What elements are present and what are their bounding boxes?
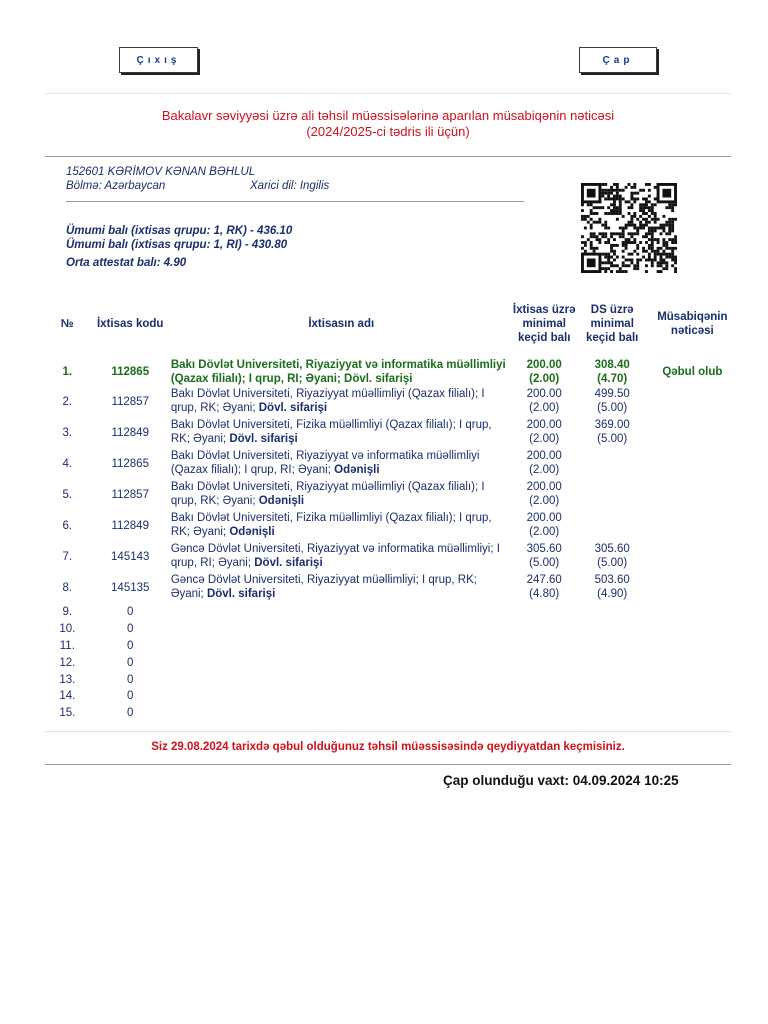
person-info bbox=[66, 165, 329, 193]
row-min-sub: (2.00) bbox=[529, 495, 560, 507]
row-ds-sub: (4.70) bbox=[597, 373, 628, 385]
table-row-empty bbox=[45, 688, 737, 705]
notice-divider-top bbox=[45, 731, 731, 732]
row-min-sub: (2.00) bbox=[529, 433, 560, 445]
row-min-score bbox=[512, 387, 577, 418]
registration-notice: Siz 29.08.2024 tarixdə qəbul olduğunuz təhsil müəssisəsində qeydiyyatdan keçmisiniz. bbox=[151, 741, 625, 753]
row-no: 14. bbox=[59, 690, 76, 703]
table-row-empty bbox=[45, 654, 737, 671]
person-id-name: 152601 KƏRİMOV KƏNAN BƏHLUL bbox=[66, 166, 256, 178]
row-code: 0 bbox=[127, 690, 134, 703]
row-no: 2. bbox=[62, 396, 73, 408]
row-min-sub: (2.00) bbox=[529, 402, 560, 414]
row-result bbox=[648, 511, 737, 542]
row-no: 12. bbox=[59, 656, 76, 669]
person-info-divider bbox=[66, 201, 524, 202]
row-ds-score bbox=[577, 449, 648, 480]
person-section: Bölmə: Azərbaycan bbox=[66, 180, 166, 192]
row-no: 15. bbox=[59, 707, 76, 720]
table-row-empty bbox=[45, 604, 737, 621]
row-code: 145143 bbox=[111, 551, 150, 563]
table-row bbox=[45, 355, 737, 387]
row-code: 0 bbox=[127, 707, 134, 720]
row-min-value: 200.00 bbox=[526, 450, 562, 462]
header-result: Müsabiqənin nəticəsi bbox=[657, 311, 728, 337]
row-no: 7. bbox=[62, 551, 73, 563]
row-code: 0 bbox=[127, 673, 134, 686]
title-line-2: (2024/2025-ci tədris ili üçün) bbox=[306, 124, 470, 139]
printed-at: Çap olunduğu vaxt: 04.09.2024 10:25 bbox=[443, 773, 679, 788]
row-result bbox=[648, 573, 737, 604]
row-min-sub: (2.00) bbox=[529, 526, 560, 538]
row-min-value: 200.00 bbox=[526, 419, 562, 431]
total-score-ri: Ümumi balı (ixtisas qrupu: 1, RI) - 430.80 bbox=[66, 239, 288, 251]
row-no: 9. bbox=[62, 606, 73, 619]
table-row bbox=[45, 449, 737, 480]
row-funding: Dövl. sifarişi bbox=[344, 373, 413, 385]
row-ds-score bbox=[577, 387, 648, 418]
row-ds-sub: (4.90) bbox=[597, 588, 628, 600]
row-no: 13. bbox=[59, 673, 76, 686]
row-ds-value: 369.00 bbox=[594, 419, 630, 431]
header-divider bbox=[45, 156, 731, 157]
row-funding: Odənişli bbox=[258, 495, 305, 507]
row-code: 0 bbox=[127, 639, 134, 652]
header-no: № bbox=[60, 318, 74, 330]
row-min-sub: (5.00) bbox=[529, 557, 560, 569]
row-min-value: 200.00 bbox=[526, 481, 562, 493]
row-ds-sub: (5.00) bbox=[597, 402, 628, 414]
row-no: 3. bbox=[62, 427, 73, 439]
row-min-sub: (2.00) bbox=[529, 373, 560, 385]
row-min-sub: (2.00) bbox=[529, 464, 560, 476]
row-code: 0 bbox=[127, 623, 134, 636]
header-ds-score: DS üzrə minimal keçid balı bbox=[585, 304, 639, 344]
row-name bbox=[171, 573, 512, 604]
row-no: 10. bbox=[59, 623, 76, 636]
title-line-1: Bakalavr səviyyəsi üzrə ali təhsil müəssisələrinə aparılan müsabiqənin nəticəsi bbox=[161, 108, 615, 123]
row-name-text: Bakı Dövlət Universiteti, Riyaziyyat müəllimliyi (Qazax filialı); I qrup, RK; Əyani; bbox=[170, 481, 485, 507]
row-no: 6. bbox=[62, 520, 73, 532]
row-ds-sub: (5.00) bbox=[597, 433, 628, 445]
row-ds-sub: (5.00) bbox=[597, 557, 628, 569]
row-ds-value: 308.40 bbox=[594, 359, 630, 371]
row-name bbox=[171, 511, 512, 542]
table-row bbox=[45, 542, 737, 573]
table-row-empty bbox=[45, 621, 737, 638]
row-name-text: Bakı Dövlət Universiteti, Riyaziyyat müəllimliyi (Qazax filialı); I qrup, RK; Əyani; bbox=[170, 388, 485, 414]
row-no: 4. bbox=[62, 458, 73, 470]
row-result bbox=[648, 418, 737, 449]
row-name bbox=[171, 542, 512, 573]
row-ds-score bbox=[577, 480, 648, 511]
row-no: 8. bbox=[62, 582, 73, 594]
print-button[interactable]: Çap bbox=[579, 47, 657, 73]
row-code: 0 bbox=[127, 606, 134, 619]
row-ds-score bbox=[577, 511, 648, 542]
row-min-value: 200.00 bbox=[526, 388, 562, 400]
row-name bbox=[171, 480, 512, 511]
row-funding: Odənişli bbox=[334, 464, 380, 476]
row-code: 112849 bbox=[111, 427, 149, 439]
row-name-text: Bakı Dövlət Universiteti, Riyaziyyat və informatika müəllimliyi (Qazax filialı); I qrup, RI; Əyani; bbox=[170, 359, 506, 385]
row-ds-score bbox=[577, 542, 648, 573]
row-name-text: Gəncə Dövlət Universiteti, Riyaziyyat müəllimliyi; I qrup, RK; Əyani; bbox=[170, 574, 477, 600]
row-min-value: 305.60 bbox=[526, 543, 562, 555]
row-min-value: 247.60 bbox=[526, 574, 562, 586]
row-no: 5. bbox=[62, 489, 73, 501]
row-code: 112857 bbox=[111, 489, 149, 501]
exit-button[interactable]: Çıxış bbox=[119, 47, 198, 73]
row-code: 112865 bbox=[111, 366, 150, 378]
table-row bbox=[45, 573, 737, 604]
page-title bbox=[45, 108, 731, 140]
top-divider bbox=[45, 93, 731, 94]
row-name bbox=[171, 387, 512, 418]
row-ds-score bbox=[577, 573, 648, 604]
row-ds-value: 503.60 bbox=[594, 574, 630, 586]
row-name-text: Gəncə Dövlət Universiteti, Riyaziyyat və informatika müəllimliyi; I qrup, RI; Əyani; bbox=[170, 543, 500, 569]
row-code: 0 bbox=[127, 656, 134, 669]
table-row-empty bbox=[45, 638, 737, 655]
table-row bbox=[45, 480, 737, 511]
row-funding: Dövl. sifarişi bbox=[258, 402, 328, 414]
row-name-text: Bakı Dövlət Universiteti, Riyaziyyat və informatika müəllimliyi (Qazax filialı); I qrup, RI; Əyani; bbox=[170, 450, 480, 476]
header-code: İxtisas kodu bbox=[96, 318, 164, 330]
row-name-text: Bakı Dövlət Universiteti, Fizika müəllimliyi (Qazax filialı); I qrup, RK; Əyani; bbox=[170, 512, 492, 538]
table-row-empty bbox=[45, 705, 737, 722]
row-ds-score bbox=[577, 418, 648, 449]
row-ds-value: 305.60 bbox=[594, 543, 630, 555]
table-header-row bbox=[45, 293, 737, 355]
table-row-empty bbox=[45, 671, 737, 688]
qr-code-icon bbox=[581, 183, 677, 273]
row-min-score bbox=[512, 355, 577, 387]
row-funding: Odənişli bbox=[229, 526, 275, 538]
person-foreign-language: Xarici dil: Ingilis bbox=[250, 180, 330, 192]
row-min-score bbox=[512, 511, 577, 542]
scores-block bbox=[66, 224, 292, 270]
row-min-value: 200.00 bbox=[526, 512, 562, 524]
row-result bbox=[648, 449, 737, 480]
table-row bbox=[45, 418, 737, 449]
row-code: 112865 bbox=[111, 458, 149, 470]
row-name bbox=[171, 418, 512, 449]
header-name: İxtisasın adı bbox=[308, 318, 375, 330]
row-min-score bbox=[512, 449, 577, 480]
row-funding: Dövl. sifarişi bbox=[254, 557, 323, 569]
row-name bbox=[171, 355, 512, 387]
row-result: Qəbul olub bbox=[662, 366, 723, 378]
results-table bbox=[45, 293, 737, 722]
row-min-score bbox=[512, 480, 577, 511]
row-ds-score bbox=[577, 355, 648, 387]
header-min-score: İxtisas üzrə minimal keçid balı bbox=[512, 304, 576, 344]
row-name bbox=[171, 449, 512, 480]
row-code: 112857 bbox=[111, 396, 149, 408]
row-min-score bbox=[512, 418, 577, 449]
row-no: 1. bbox=[62, 366, 73, 378]
row-code: 112849 bbox=[111, 520, 149, 532]
row-no: 11. bbox=[59, 639, 75, 652]
row-min-value: 200.00 bbox=[526, 359, 562, 371]
notice-divider-bottom bbox=[45, 764, 731, 765]
row-ds-value: 499.50 bbox=[594, 388, 630, 400]
row-result bbox=[648, 480, 737, 511]
row-min-score bbox=[512, 573, 577, 604]
row-min-score bbox=[512, 542, 577, 573]
total-score-rk: Ümumi balı (ixtisas qrupu: 1, RK) - 436.10 bbox=[66, 225, 293, 237]
table-row bbox=[45, 511, 737, 542]
row-result bbox=[648, 542, 737, 573]
row-name-text: Bakı Dövlət Universiteti, Fizika müəllimliyi (Qazax filialı); I qrup, RK; Əyani; bbox=[170, 419, 492, 445]
row-result bbox=[648, 387, 737, 418]
table-row bbox=[45, 387, 737, 418]
row-funding: Dövl. sifarişi bbox=[229, 433, 298, 445]
row-min-sub: (4.80) bbox=[529, 588, 560, 600]
row-funding: Dövl. sifarişi bbox=[206, 588, 276, 600]
attestat-score: Orta attestat balı: 4.90 bbox=[66, 257, 187, 269]
row-code: 145135 bbox=[111, 582, 150, 594]
